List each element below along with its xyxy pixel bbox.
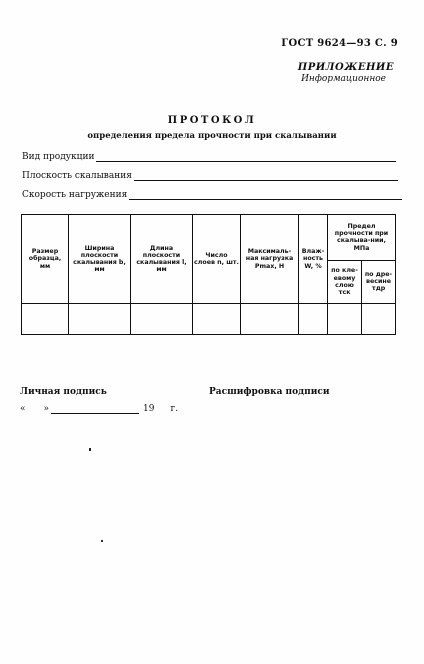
table-cell[interactable] <box>328 304 362 335</box>
table-row <box>22 304 396 335</box>
col-shear-width: Ширина плоскости скалывания b, мм <box>69 215 131 304</box>
year-suffix: г. <box>170 404 179 414</box>
fill-line[interactable] <box>129 190 402 200</box>
speck-mark <box>89 448 91 451</box>
table-cell[interactable] <box>362 304 396 335</box>
col-layer-count: Число слоев n, шт. <box>193 215 241 304</box>
field-loading-rate <box>22 190 402 200</box>
date-quote-open: « <box>20 404 26 414</box>
protocol-subtitle: определения предела прочности при скалывании <box>87 131 337 141</box>
col-shear-length: Длина плоскости скалывания l, мм <box>131 215 193 304</box>
fill-line[interactable] <box>96 152 396 162</box>
day-space[interactable] <box>26 413 44 414</box>
protocol-title: ПРОТОКОЛ <box>167 115 257 126</box>
table-cell[interactable] <box>131 304 193 335</box>
field-label: Вид продукции <box>22 152 95 162</box>
speck-mark <box>101 540 103 542</box>
col-group-strength: Предел прочности при скалыва-нии, МПа <box>328 215 396 261</box>
field-shear-plane <box>22 171 398 181</box>
year-prefix: 19 <box>143 404 155 414</box>
date-quote-close: » <box>43 404 50 414</box>
table-cell[interactable] <box>241 304 299 335</box>
month-line[interactable] <box>51 405 139 414</box>
table-cell[interactable] <box>69 304 131 335</box>
field-label: Скорость нагружения <box>22 190 128 200</box>
col-max-load: Максималь-ная нагрузка Pmax, Н <box>241 215 299 304</box>
appendix-label: ПРИЛОЖЕНИЕ <box>297 62 394 73</box>
fill-line[interactable] <box>134 171 398 181</box>
field-label: Плоскость скалывания <box>22 171 132 181</box>
table-cell[interactable] <box>193 304 241 335</box>
col-wood: по дре-весине τдр <box>362 260 396 303</box>
appendix-type: Информационное <box>301 74 386 84</box>
col-sample-size: Размер образца, мм <box>22 215 69 304</box>
col-moisture: Влаж-ность W, % <box>299 215 328 304</box>
signature-decoding-label: Расшифровка подписи <box>209 387 330 397</box>
table-cell[interactable] <box>22 304 69 335</box>
protocol-table <box>21 214 396 335</box>
table-cell[interactable] <box>299 304 328 335</box>
date-line <box>20 404 178 414</box>
standard-header: ГОСТ 9624—93 С. 9 <box>281 38 398 49</box>
field-product-type <box>22 152 396 162</box>
col-glue-layer: по кле-евому слою τск <box>328 260 362 303</box>
personal-signature-label: Личная подпись <box>20 387 107 397</box>
